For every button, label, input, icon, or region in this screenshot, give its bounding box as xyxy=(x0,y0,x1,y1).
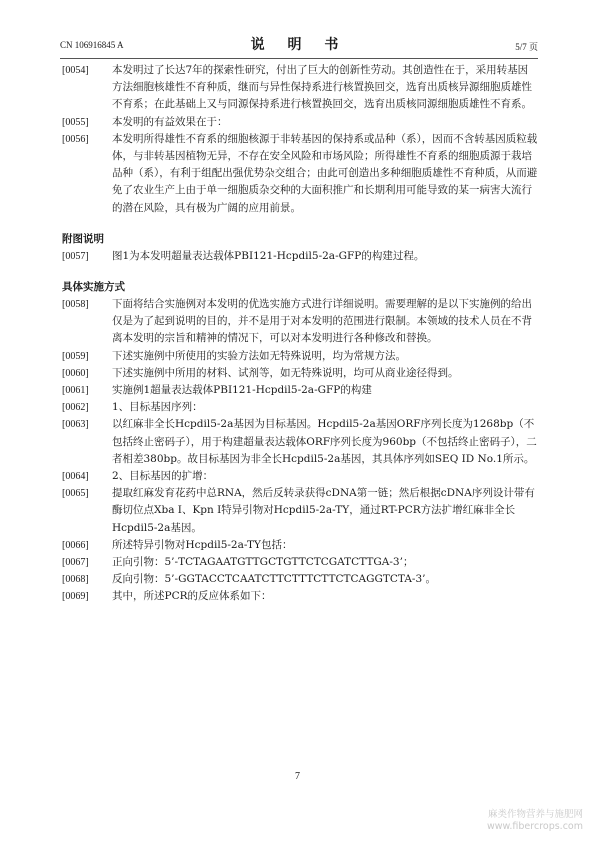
watermark-site-name: 麻类作物营养与施肥网 xyxy=(487,809,583,820)
paragraph-number: [0063] xyxy=(62,419,89,431)
paragraph-text: 提取红麻发育花药中总RNA，然后反转录获得cDNA第一链；然后根据cDNA序列设计带有酶切位点Xba Ⅰ、Kpn Ⅰ特异引物对Hcpdil5-2a-TY，通过RT-PCR方法扩增红麻非全长Hcpdil5-2a基因。 xyxy=(112,487,535,534)
page-number: 7 xyxy=(295,771,300,782)
paragraph-text: 本发明过了长达7年的探索性研究，付出了巨大的创新性劳动。其创造性在于，采用转基因方法细胞核雄性不育种质，继而与异性保持系进行核置换回交，选育出质核异源细胞质雄性不育系；在此基础上又与同源保持系进行核置换回交，选育出质核同源细胞质雄性不育系。 xyxy=(112,64,532,111)
page-header xyxy=(60,34,538,56)
paragraph-number: [0061] xyxy=(62,385,89,397)
paragraph-text: 所述特异引物对Hcpdil5-2a-TY包括： xyxy=(112,538,293,551)
paragraph-text: 下面将结合实施例对本发明的优选实施方式进行详细说明。需要理解的是以下实施例的给出仅是为了起到说明的目的，并不是用于对本发明的范围进行限制。本领域的技术人员在不背离本发明的宗旨和精神的情况下，可以对本发明进行各种修改和替换。 xyxy=(112,298,532,345)
paragraph xyxy=(62,296,538,348)
paragraph xyxy=(62,554,538,571)
paragraph-text: 图1为本发明超量表达载体PBI121-Hcpdil5-2a-GFP的构建过程。 xyxy=(112,249,425,262)
paragraph-text: 2、目标基因的扩增： xyxy=(112,470,214,483)
paragraph-number: [0064] xyxy=(62,471,89,483)
paragraph xyxy=(62,399,538,416)
paragraph xyxy=(62,348,538,365)
paragraph-text: 实施例1超量表达载体PBI121-Hcpdil5-2a-GFP的构建 xyxy=(112,384,372,397)
paragraph-number: [0056] xyxy=(62,133,89,145)
publication-number: CN 106916845 A xyxy=(60,40,124,50)
paragraph xyxy=(62,382,538,399)
section-heading-figures: 附图说明 xyxy=(62,232,104,245)
section-heading-embodiments: 具体实施方式 xyxy=(62,281,125,294)
body-content xyxy=(62,62,538,606)
paragraph xyxy=(62,114,538,131)
paragraph xyxy=(62,131,538,217)
paragraph-group-figures xyxy=(62,248,538,265)
header-divider xyxy=(60,58,538,59)
paragraph-number: [0055] xyxy=(62,116,89,128)
paragraph xyxy=(62,416,538,468)
paragraph xyxy=(62,588,538,605)
paragraph-text: 本发明所得雄性不育系的细胞核源于非转基因的保持系或品种（系），因而不含转基因质粒载体，与非转基因植物无异，不存在安全风险和市场风险；所得雄性不育系的细胞质源于栽培品种（系），有利于组配出强优势杂交组合；由此可创造出多种细胞质雄性不育种质，从而避免了农业生产上由于单一细胞质杂交种的大面积推广和长期利用可能导致的某一病害大流行的潜在风险，具有极为广阔的应用前景。 xyxy=(112,132,538,214)
paragraph-number: [0054] xyxy=(62,65,89,76)
paragraph-number: [0066] xyxy=(62,539,89,551)
paragraph-text: 反向引物：5’-GGTACCTCAATCTTCTTTCTTCTCAGGTCTA-3’。 xyxy=(112,573,437,586)
paragraph-number: [0062] xyxy=(62,402,89,414)
paragraph-number: [0069] xyxy=(62,591,89,603)
paragraph xyxy=(62,365,538,382)
paragraph xyxy=(62,537,538,554)
paragraph-number: [0059] xyxy=(62,350,89,362)
paragraph-group-embodiments xyxy=(62,296,538,606)
paragraph-text: 下述实施例中所用的材料、试剂等，如无特殊说明，均可从商业途径得到。 xyxy=(112,366,459,379)
paragraph-text: 1、目标基因序列： xyxy=(112,401,203,414)
paragraph-number: [0065] xyxy=(62,488,89,500)
paragraph-number: [0060] xyxy=(62,367,89,379)
paragraph xyxy=(62,62,538,114)
paragraph-text: 以红麻非全长Hcpdil5-2a基因为目标基因。Hcpdil5-2a基因ORF序列长度为1268bp（不包括终止密码子），用于构建超量表达载体ORF序列长度为960bp（不包括终止密码子），二者相差380bp。故目标基因为非全长Hcpdil5-2a基因，其具体序列如SEQ ID No.1所示。 xyxy=(112,418,537,465)
paragraph-text: 正向引物：5’-TCTAGAATGTTGCTGTTCTCGATCTTGA-3’； xyxy=(112,556,414,569)
paragraph-text: 下述实施例中所使用的实验方法如无特殊说明，均为常规方法。 xyxy=(112,349,406,362)
paragraph xyxy=(62,468,538,485)
paragraph xyxy=(62,571,538,588)
paragraph-text: 本发明的有益效果在于： xyxy=(112,115,228,128)
watermark xyxy=(487,809,583,833)
paragraph-number: [0058] xyxy=(62,299,89,311)
paragraph-number: [0068] xyxy=(62,574,89,586)
document-title: 说 明 书 xyxy=(250,37,348,53)
paragraph xyxy=(62,485,538,537)
paragraph xyxy=(62,248,538,265)
watermark-url: www.fibercrops.com xyxy=(486,821,583,832)
page-indicator: 5/7 页 xyxy=(515,42,538,52)
paragraph-number: [0067] xyxy=(62,557,89,569)
paragraph-text: 其中，所述PCR的反应体系如下： xyxy=(112,590,272,603)
paragraph-number: [0057] xyxy=(62,250,89,262)
paragraph-group-benefits xyxy=(62,62,538,217)
